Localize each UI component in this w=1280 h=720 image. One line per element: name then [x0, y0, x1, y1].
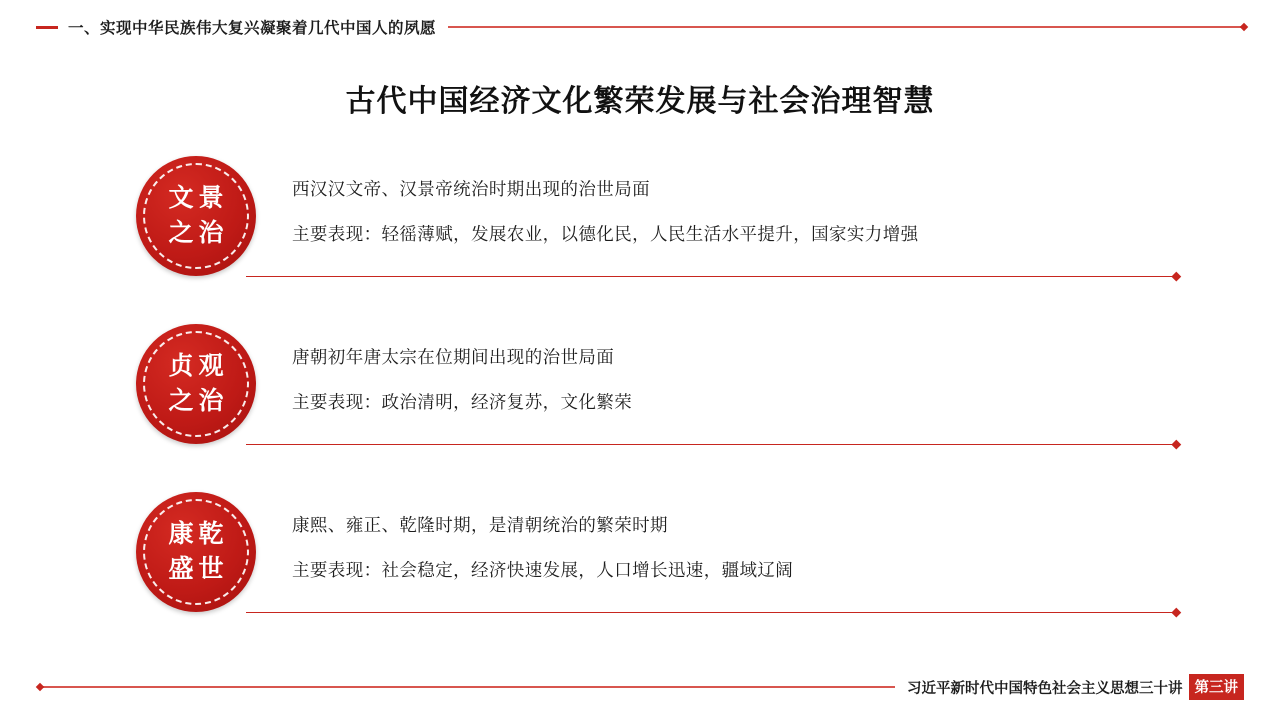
header-divider-line	[448, 26, 1244, 28]
block-highlights: 主要表现：政治清明，经济复苏，文化繁荣	[292, 392, 633, 413]
era-badge-line-bottom: 之治	[168, 388, 229, 415]
block-description: 康熙、雍正、乾隆时期，是清朝统治的繁荣时期	[292, 515, 668, 535]
era-badge-line-bottom: 之治	[168, 220, 229, 247]
content-block	[0, 484, 1280, 652]
block-highlights: 主要表现：社会稳定，经济快速发展，人口增长迅速，疆域辽阔	[292, 560, 794, 581]
header-dash-marker	[36, 26, 58, 29]
block-underline	[246, 276, 1176, 277]
era-badge-line-top: 文景	[168, 184, 229, 212]
era-badge-line-top: 康乾	[168, 520, 229, 548]
block-description: 唐朝初年唐太宗在位期间出现的治世局面	[292, 347, 615, 367]
block-text-area	[292, 512, 1192, 584]
footer-course-title: 习近平新时代中国特色社会主义思想三十讲	[907, 680, 1183, 697]
era-badge-kangqian	[136, 492, 256, 612]
header-section-label: 一、实现中华民族伟大复兴凝聚着几代中国人的夙愿	[68, 20, 437, 37]
page-title: 古代中国经济文化繁荣发展与社会治理智慧	[345, 85, 935, 118]
block-underline	[246, 612, 1176, 613]
block-text-area	[292, 176, 1192, 248]
slide-footer	[0, 676, 1280, 698]
footer-divider-line	[40, 686, 895, 688]
content-block	[0, 316, 1280, 484]
footer-lecture-badge: 第三讲	[1189, 674, 1245, 700]
era-badge-line-top: 贞观	[168, 352, 229, 380]
block-description: 西汉汉文帝、汉景帝统治时期出现的治世局面	[292, 179, 650, 199]
content-block	[0, 148, 1280, 316]
era-badge-zhenguan	[136, 324, 256, 444]
block-underline	[246, 444, 1176, 445]
slide-header	[0, 14, 1280, 40]
content-blocks	[0, 148, 1280, 652]
block-text-area	[292, 344, 1192, 416]
block-highlights: 主要表现：轻徭薄赋，发展农业，以德化民，人民生活水平提升，国家实力增强	[292, 224, 919, 245]
era-badge-wenjing	[136, 156, 256, 276]
era-badge-line-bottom: 盛世	[168, 556, 229, 583]
